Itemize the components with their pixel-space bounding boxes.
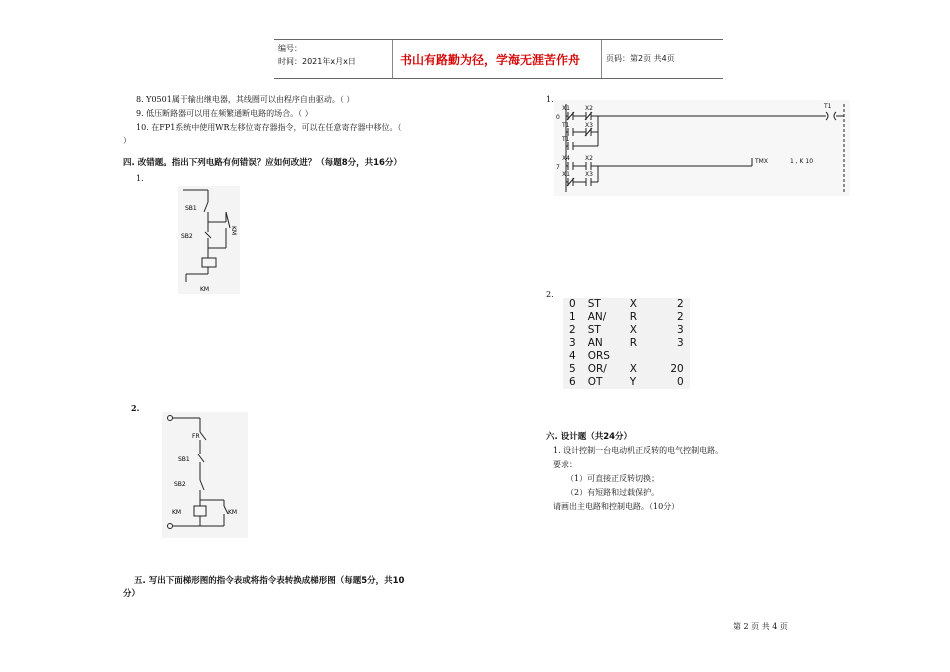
section-6-draw: 请画出主电路和控制电路。（10分） [553,502,680,511]
contact-x1-b: X1 [562,171,570,178]
sb2-label: SB2 [174,481,186,488]
time-label: 时间：2021年x月x日 [278,57,356,66]
operand-value: 0 [677,376,684,388]
circuit-1-diagram [178,186,240,294]
contact-x4: X4 [562,155,570,162]
contact-x1: X1 [562,105,570,112]
km-coil-label: KM [200,286,210,293]
instr-q-label: 2. [546,290,554,299]
step: 2 [569,324,576,336]
header-meta [278,42,356,68]
question-10-tail: ） [123,136,131,145]
instruction-table [563,298,690,389]
table-row [563,363,690,376]
section-4-title: 四. 改错题。指出下列电路有何错误？应如何改进？（每题8分，共16分） [123,158,402,168]
table-row [563,311,690,324]
sb1-label: SB1 [178,456,190,463]
operand-type [624,350,656,363]
rung-7-number: 7 [556,164,560,171]
header-bar [274,39,723,79]
op: OR/ [587,363,607,375]
question-10: 10. 在FP1系统中使用WR左移位寄存器指令，可以在任意寄存器中移位。（ [136,123,402,132]
step: 4 [569,350,576,362]
contact-x2: X2 [585,105,593,112]
page-footer: 第 2 页 共 4 页 [733,622,788,631]
step: 0 [569,298,576,310]
motto: 书山有路勤为径，学海无涯苦作舟 [399,53,580,67]
fr-label: FR [192,433,200,440]
op: ORS [587,350,610,362]
contact-x3: X3 [585,122,593,129]
operand-type: X [629,363,637,375]
op: OT [587,376,603,388]
operand-type: R [629,337,637,349]
section-6-req-2: （2）有短路和过载保护。 [566,488,660,497]
operand-type: Y [629,376,637,388]
ladder-q-label: 1. [546,95,554,104]
operand-type: X [629,298,637,310]
tmx-args: 1 , K 10 [790,158,814,165]
coil-t1: T1 [824,103,832,110]
contact-x3-b: X3 [585,171,593,178]
header-divider [392,40,393,78]
section-5-title-cont: 分） [123,589,141,599]
contact-x2-b: X2 [585,155,593,162]
operand-value: 3 [677,324,684,336]
header-divider [601,40,602,78]
operand-value: 20 [670,363,684,375]
step: 3 [569,337,576,349]
operand-value: 2 [677,298,684,310]
question-9: 9. 低压断路器可以用在频繁通断电路的场合。（ ） [136,109,313,118]
operand-type: X [629,324,637,336]
contact-t1-b: T1 [562,136,570,143]
ladder-diagram [554,100,850,196]
section-6-title: 六. 设计题（共24分） [546,432,633,442]
op: ST [587,298,601,310]
op: AN/ [587,311,607,323]
section-5-title: 五. 写出下面梯形图的指令表或将指令表转换成梯形图（每题5分，共10 [134,576,405,586]
km-coil-label: KM [172,509,182,516]
section-6-req: 要求： [553,460,577,469]
code-label: 编号： [278,44,302,53]
op: AN [587,337,603,349]
tmx-label: TMX [755,158,768,165]
table-row [563,324,690,337]
contact-t1: T1 [562,122,570,129]
rung-0-number: 0 [556,114,560,121]
section-6-req-1: （1）可直接正反转切换； [566,474,660,483]
circuit-2-diagram [162,412,248,538]
table-row [563,298,690,311]
section-4-q2: 2. [131,403,140,413]
sb1-label: SB1 [185,205,197,212]
sb2-label: SB2 [181,233,193,240]
step: 6 [569,376,576,388]
page-indicator: 页码：第2页 共4页 [606,54,675,63]
operand-value: 3 [677,337,684,349]
table-row [563,337,690,350]
question-8: 8. Y0501属于输出继电器，其线圈可以由程序自由驱动。（ ） [136,95,355,104]
table-row [563,350,690,363]
table-row [563,376,690,389]
step: 5 [569,363,576,375]
section-4-q1: 1. [136,174,144,183]
km-contact-label: KM [230,226,237,236]
section-6-item-1: 1. 设计控制一台电动机正反转的电气控制电路。 [553,446,724,455]
operand-type: R [629,311,637,323]
operand-value [656,350,690,363]
operand-value: 2 [677,311,684,323]
km-contact-label: KM [228,509,238,516]
op: ST [587,324,601,336]
step: 1 [569,311,576,323]
